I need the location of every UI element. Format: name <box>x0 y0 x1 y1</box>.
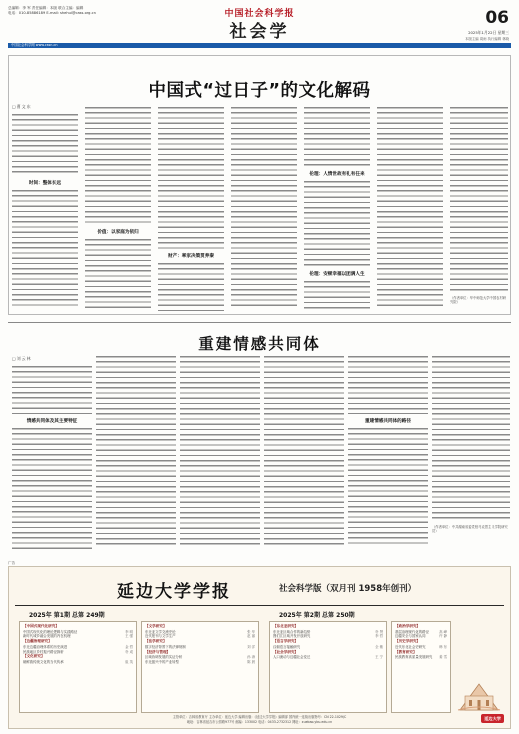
article2-subhead: 情感共同体及其主要特征 <box>26 419 78 424</box>
toc-entry-author: 陈 晨 <box>247 659 255 664</box>
journal-advertisement <box>8 566 511 729</box>
article1-column <box>231 107 297 307</box>
toc-entry-title: 数字经济背景下的法律规制 <box>145 644 186 649</box>
toc-entry-title: 汉朝语言接触研究 <box>273 644 301 649</box>
university-badge: 延边大学 <box>481 714 504 723</box>
toc-entry <box>395 655 447 660</box>
toc-entry-title: 东北边疆治理体系的历史演进 <box>23 644 68 649</box>
body-text <box>180 356 260 546</box>
toc-entry-author: 全 敏 <box>375 644 383 649</box>
toc-entry-author: 刘 洋 <box>247 644 255 649</box>
ad-journal-title: 延边大学学报 <box>117 582 231 602</box>
article1-headline: 中国式“过日子”的文化解码 <box>148 81 371 101</box>
article1-subhead: 价值：以家庭为依归 <box>97 230 139 235</box>
toc-box <box>141 621 259 713</box>
masthead-info-line1: 总编辑：李 军 责任编辑：本版 联合主编：编辑 <box>8 6 84 10</box>
university-building-illustration <box>456 670 502 716</box>
article1-subhead: 伦理：人情世故有礼有任来 <box>309 172 365 177</box>
toc-entry-title: 东北亚区域合作的新趋势 <box>273 629 311 634</box>
article2-column <box>348 356 428 546</box>
article1-column <box>158 107 224 311</box>
toc-entry-author: 李 哲 <box>375 634 383 639</box>
toc-entry-title: 基层治理现代化的路径 <box>395 629 429 634</box>
body-text <box>85 107 151 225</box>
toc-entry-title: 民族教育高质量发展研究 <box>395 655 433 660</box>
toc-section-title: 【政治学研究】 <box>395 624 421 628</box>
body-text <box>12 190 78 308</box>
toc-section-title: 【语言学研究】 <box>273 639 299 644</box>
ad-footer-line1: 主管单位：吉林省教育厅 主办单位：延边大学 编辑出版：《延边大学学报》编辑部 国内统一连续出版物号：CN 22-1029/C <box>172 715 347 720</box>
issue-header-left: 2025年 第1期 总第 249期 <box>29 612 105 619</box>
masthead-info-line2: 电话：010-85886189 E-mail: shehui@cass.org.cn <box>8 11 96 16</box>
toc-entry-author: 崔 英 <box>125 659 133 664</box>
body-text <box>348 356 428 414</box>
body-text <box>377 107 443 307</box>
issue-header-right: 2025年 第2期 总第 250期 <box>279 612 355 619</box>
toc-entry <box>23 660 133 665</box>
toc-entry-title: 民族地区乡村振兴路径探析 <box>23 649 64 654</box>
toc-entry-title: 朝鲜族传统文化的当代传承 <box>23 659 64 664</box>
article2-headline: 重建情感共同体 <box>198 335 321 353</box>
ad-label: 广告 <box>8 561 16 565</box>
page-number: 06 <box>485 8 509 28</box>
toc-section-title: 【经济与管理】 <box>145 649 171 654</box>
article1-author: □ 曹 文 东 <box>12 104 31 109</box>
section-divider <box>8 322 511 323</box>
toc-section-title: 【文化研究】 <box>23 654 45 659</box>
article1-column <box>377 107 443 307</box>
article2-subhead: 重建情感共同体的路径 <box>365 419 411 424</box>
body-text <box>264 356 344 546</box>
toc-section-title: 【边疆治理研究】 <box>23 639 52 644</box>
toc-entry <box>395 645 447 650</box>
body-text <box>12 114 78 176</box>
toc-entry-author: 姜 雪 <box>439 655 447 660</box>
body-text <box>304 107 370 167</box>
body-text <box>12 428 92 550</box>
article2-column <box>264 356 344 546</box>
article2-column <box>12 356 92 550</box>
editors-line: 本版主编 周雨 执行编辑 林晓 <box>465 37 509 41</box>
body-text <box>231 107 297 307</box>
body-text <box>158 107 224 249</box>
toc-entry-title: 人口流动与边疆社会变迁 <box>273 655 311 660</box>
issue-date: 2025年1月22日 星期三 <box>468 30 509 35</box>
toc-section-title: 【历史学研究】 <box>395 639 421 644</box>
toc-entry-title: 中国式现代化的理论逻辑与实践路径 <box>23 629 78 634</box>
masthead-bar <box>8 43 511 48</box>
toc-entry <box>273 655 383 660</box>
toc-entry-title: 边疆安全与国家认同 <box>395 634 426 639</box>
article1-column <box>450 107 508 305</box>
body-text <box>96 356 176 546</box>
toc-entry-author: 赵 丽 <box>247 634 255 639</box>
toc-entry-author: 孙 涛 <box>247 655 255 660</box>
ad-footer-line2: 地址：吉林省延吉市公园路977号 邮编：133002 电话：0433-2732312 网址：xuebao.ybu.edu.cn <box>186 719 333 724</box>
body-text <box>12 366 92 414</box>
body-text <box>432 356 510 522</box>
article2-column <box>432 356 510 534</box>
ad-journal-subtitle: 社会科学版（双月刊 1958年创刊） <box>279 584 417 594</box>
toc-entry <box>145 660 255 665</box>
toc-section-title: 【东北亚研究】 <box>273 624 299 628</box>
body-text <box>348 428 428 546</box>
toc-entry-author: 张 华 <box>247 629 255 634</box>
article1-column <box>85 107 151 311</box>
body-text <box>158 263 224 311</box>
masthead-bar-text: 中国社会科学网 www.cssn.cn <box>11 43 58 47</box>
body-text <box>450 107 508 293</box>
toc-section-title: 【文学研究】 <box>145 624 167 628</box>
toc-entry-author: 金 哲 <box>125 644 133 649</box>
toc-section-title: 【教育研究】 <box>395 649 417 654</box>
toc-entry-author: 王 强 <box>125 634 133 639</box>
toc-entry-title: 图们江区域开发开放研究 <box>273 634 311 639</box>
body-text <box>85 239 151 311</box>
article1-subhead: 财产：率家决策贯养秦 <box>168 254 214 259</box>
ad-footer <box>15 715 504 724</box>
ad-divider <box>15 605 504 606</box>
body-text <box>304 181 370 267</box>
masthead <box>0 0 519 52</box>
toc-entry-author: 许 静 <box>439 634 447 639</box>
paper-name: 中国社会科学报 <box>224 9 295 19</box>
article1-subhead: 伦理：安顿幸福以团满人生 <box>309 272 365 277</box>
toc-entry-title: 近代报刊与文学生产 <box>145 634 176 639</box>
toc-box <box>269 621 387 713</box>
toc-entry-title: 新时代城乡融合发展的内在机理 <box>23 634 71 639</box>
article2-column <box>96 356 176 546</box>
toc-section-title: 【社会学研究】 <box>273 649 299 654</box>
toc-entry-author: 高 峰 <box>439 629 447 634</box>
article2-author-bio: （作者单位：中共湖南省委党校马克思主义学院研究员） <box>432 525 508 534</box>
section-title: 社会学 <box>229 22 290 42</box>
toc-entry-title: 近代东北社会史研究 <box>395 644 426 649</box>
toc-entry-title: 区域协调发展的实证分析 <box>145 655 183 660</box>
article2-author: □ 刘 云 林 <box>12 356 31 361</box>
article1-subhead: 时间：整体长远 <box>28 181 62 186</box>
toc-entry-author: 韩 东 <box>439 644 447 649</box>
toc-box <box>391 621 451 713</box>
article1-column <box>304 107 370 311</box>
toc-entry-title: 东北振兴中的产业转型 <box>145 659 179 664</box>
article1-column <box>12 104 78 308</box>
toc-entry-author: 朴 成 <box>125 649 133 654</box>
article1-author-bio: （作者单位：华中师范大学中国农村研究院） <box>450 296 507 305</box>
toc-entry-author: 王 宁 <box>375 655 383 660</box>
toc-box <box>19 621 137 713</box>
article2-column <box>180 356 260 546</box>
body-text <box>304 281 370 311</box>
toc-entry-author: 李 明 <box>125 629 133 634</box>
toc-section-title: 【中国式现代化研究】 <box>23 624 59 628</box>
toc-entry-author: 朴 贤 <box>375 629 383 634</box>
toc-section-title: 【法学研究】 <box>145 639 167 644</box>
toc-entry-title: 东北亚文学交流史论 <box>145 629 176 634</box>
